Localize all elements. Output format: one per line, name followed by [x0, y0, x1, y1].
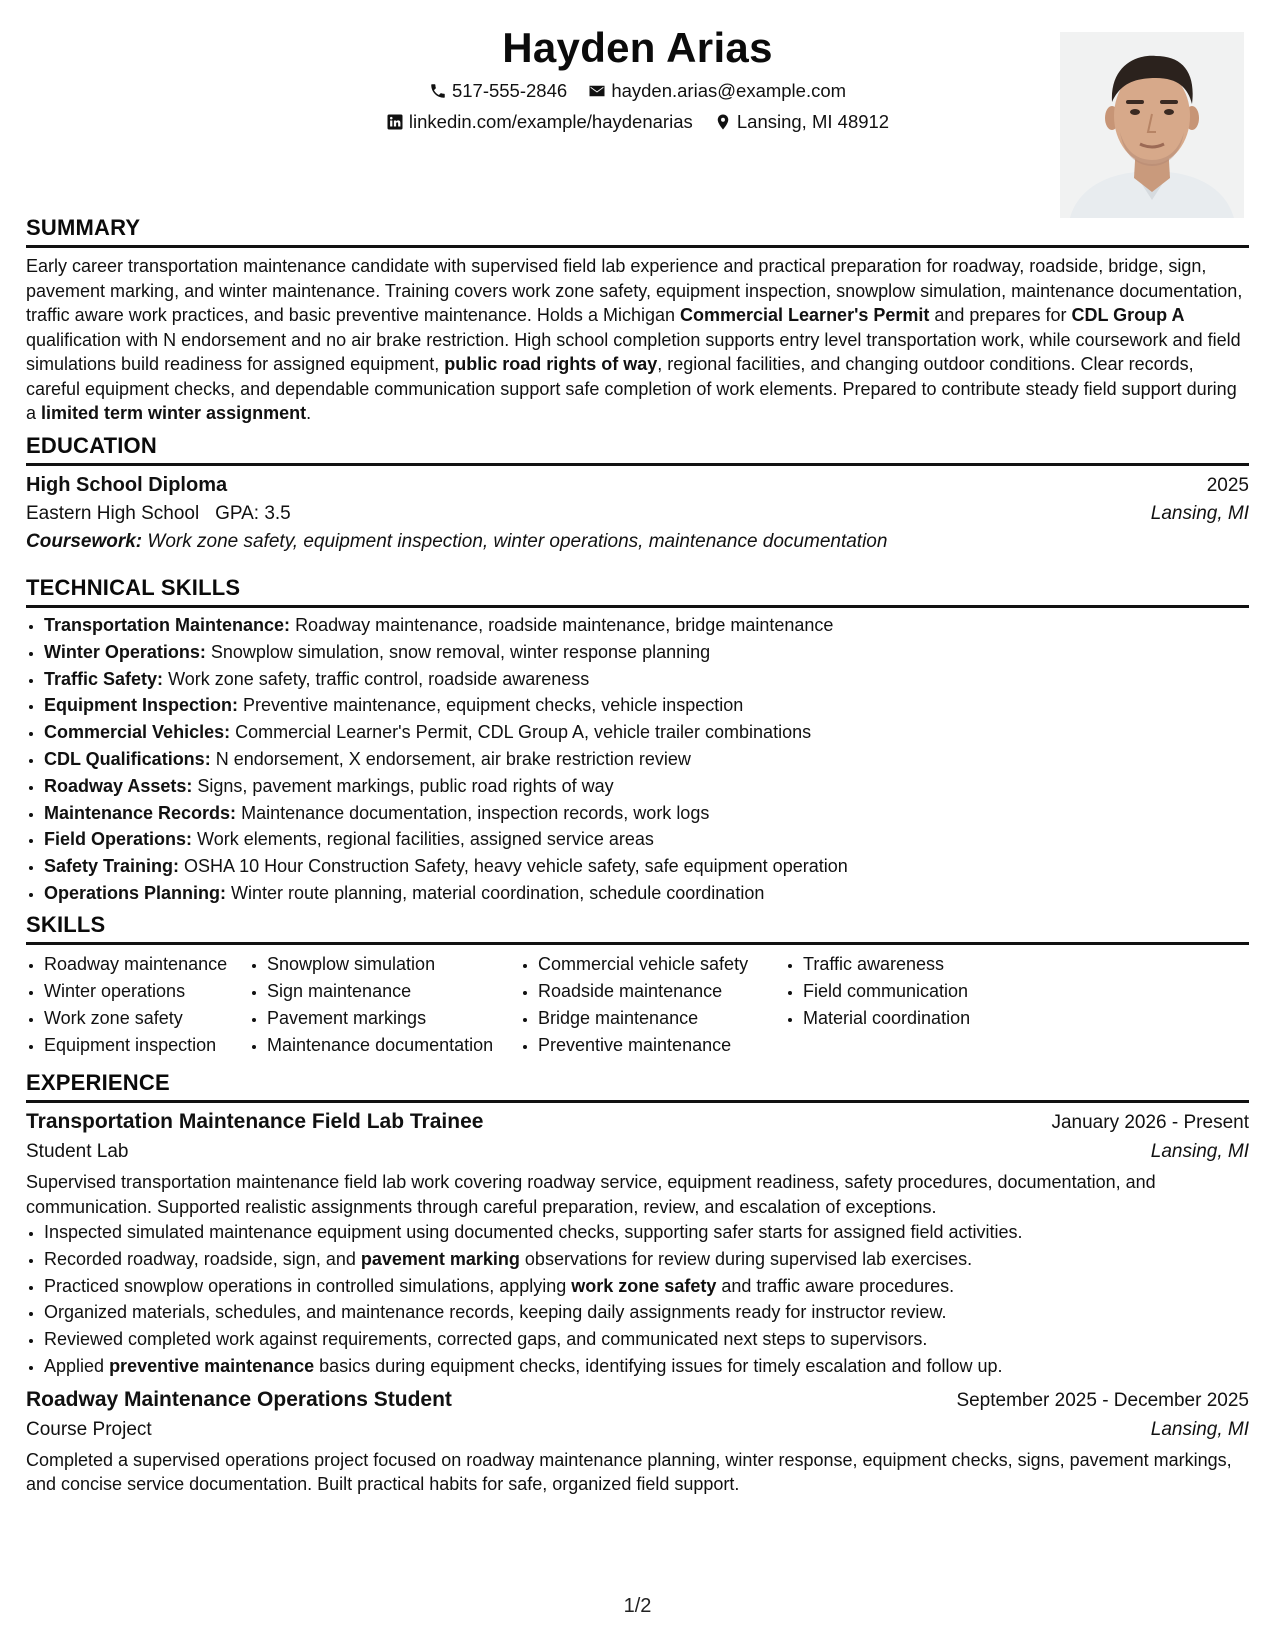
list-item: • Work zone safety — [44, 1005, 249, 1032]
technical-skills-list — [26, 612, 1249, 907]
list-item — [44, 1219, 1249, 1246]
phone-contact — [429, 80, 567, 102]
summary-bold-permit: Commercial Learner's Permit — [680, 305, 930, 325]
job-bullets — [26, 1219, 1249, 1380]
page-number: 1/2 — [623, 1595, 652, 1617]
list-item — [44, 800, 1249, 827]
skill-text: Preventive maintenance, equipment checks, vehicle inspection — [243, 695, 744, 716]
skill-label: Commercial Vehicles: — [44, 722, 231, 743]
skill-text: Work elements, regional facilities, assigned service areas — [197, 829, 654, 850]
education-heading: EDUCATION — [26, 433, 1249, 466]
list-item: • Winter operations — [44, 978, 249, 1005]
school-info — [26, 503, 291, 525]
experience-heading: EXPERIENCE — [26, 1070, 1249, 1103]
technical-skills-section — [26, 575, 1249, 907]
job-description: Supervised transportation maintenance field lab work covering roadway service, equipment readiness, safety procedures, documentation, and communication. Supported realistic assignments through careful preparation, review, and escalation of exceptions. — [26, 1172, 1156, 1217]
skill-label: Roadway Assets: — [44, 775, 193, 796]
list-item: • Snowplow simulation — [267, 951, 520, 978]
bullet-bold: pavement marking — [360, 1248, 520, 1269]
education-school-row — [26, 503, 1249, 525]
list-item — [44, 853, 1249, 880]
skills-column-2 — [249, 951, 520, 1059]
summary-text-part: Early career transportation maintenance candidate with supervised field lab experience and practical preparation for roadway, roadside, bridge, sign, pavement marking, and winter maintenance. Training covers work zone safety, equipment inspection, snowplow simulation, maintenance documentation, traffic aware work practices, and basic preventive maintenance. Holds a Michigan — [26, 256, 1243, 325]
list-item — [44, 719, 1249, 746]
technical-skills-heading: TECHNICAL SKILLS — [26, 575, 1249, 608]
list-item: • Material coordination — [803, 1005, 1063, 1032]
skill-text: Signs, pavement markings, public road rights of way — [197, 775, 614, 796]
summary-text-part: . — [306, 403, 312, 423]
summary-bold-rights: public road rights of way — [444, 354, 658, 374]
bullet-text: basics during equipment checks, identifying issues for timely escalation and follow up. — [314, 1355, 1003, 1376]
map-pin-icon — [714, 113, 732, 131]
skill-label: Traffic Safety: — [44, 668, 164, 689]
skill-text: Winter route planning, material coordination, schedule coordination — [231, 882, 765, 903]
skills-section — [26, 912, 1249, 1059]
job-dates: January 2026 - Present — [1051, 1112, 1249, 1133]
email-contact[interactable] — [588, 80, 846, 102]
summary-text-part: , regional facilities, and changing outdoor conditions. Clear records, careful equipment checks, and dependable communication support safe completion of work elements. Prepared to contribute steady field support during a — [26, 354, 1237, 423]
bullet-text: observations for review during supervised lab exercises. — [519, 1248, 973, 1269]
list-item: • Traffic awareness — [803, 951, 1063, 978]
coursework-line — [26, 531, 1249, 553]
list-item: • Pavement markings — [267, 1005, 520, 1032]
experience-section — [26, 1070, 1249, 1497]
summary-bold-cdl: CDL Group A — [1071, 305, 1185, 325]
skill-text: N endorsement, X endorsement, air brake restriction review — [215, 748, 691, 769]
linkedin-contact[interactable] — [386, 111, 693, 133]
location-text: Lansing, MI 48912 — [736, 111, 890, 132]
skills-column-1 — [26, 951, 249, 1059]
list-item: • Maintenance documentation — [267, 1032, 520, 1059]
education-degree-row — [26, 474, 1249, 497]
summary-heading: SUMMARY — [26, 215, 1249, 248]
coursework-label: Coursework: — [26, 531, 143, 552]
list-item — [44, 612, 1249, 639]
phone-number: 517-555-2846 — [451, 80, 568, 101]
job-title: Roadway Maintenance Operations Student — [26, 1387, 452, 1411]
location-contact — [714, 111, 889, 133]
degree-title: High School Diploma — [26, 474, 228, 496]
skill-label: Field Operations: — [44, 829, 193, 850]
skill-text: Snowplow simulation, snow removal, winter response planning — [210, 641, 711, 662]
list-item — [44, 1246, 1249, 1273]
skills-column-4 — [785, 951, 1063, 1059]
candidate-name: Hayden Arias — [502, 24, 773, 71]
linkedin-icon — [386, 113, 404, 131]
skill-label: Safety Training: — [44, 856, 180, 877]
bullet-text: Practiced snowplow operations in controlled simulations, applying — [44, 1275, 572, 1296]
list-item: • Sign maintenance — [267, 978, 520, 1005]
summary-text-part: and prepares for — [929, 305, 1072, 325]
list-item: • Roadside maintenance — [538, 978, 785, 1005]
list-item — [44, 773, 1249, 800]
linkedin-url[interactable]: linkedin.com/example/haydenarias — [408, 111, 693, 132]
bullet-text: and traffic aware procedures. — [716, 1275, 955, 1296]
skill-text: Work zone safety, traffic control, roadside awareness — [168, 668, 590, 689]
skill-text: OSHA 10 Hour Construction Safety, heavy vehicle safety, safe equipment operation — [184, 856, 848, 877]
list-item: • Field communication — [803, 978, 1063, 1005]
skills-heading: SKILLS — [26, 912, 1249, 945]
list-item — [44, 880, 1249, 907]
list-item — [44, 692, 1249, 719]
list-item: • Roadway maintenance — [44, 951, 249, 978]
summary-text — [26, 254, 1249, 426]
phone-icon — [429, 82, 447, 100]
school-name: Eastern High School — [26, 503, 200, 524]
bullet-bold: preventive maintenance — [109, 1355, 315, 1376]
bullet-text: Inspected simulated maintenance equipment using documented checks, supporting safer starts for assigned field activities. — [44, 1222, 1023, 1242]
bullet-text: Reviewed completed work against requirements, corrected gaps, and communicated next steps to supervisors. — [44, 1329, 928, 1350]
skills-grid — [26, 951, 1249, 1059]
skill-label: Operations Planning: — [44, 882, 227, 903]
education-section — [26, 433, 1249, 553]
list-item — [44, 1299, 1249, 1326]
list-item — [44, 1326, 1249, 1353]
profile-photo — [1060, 32, 1244, 218]
resume-page — [26, 22, 1249, 1495]
job-entry — [26, 1388, 1249, 1497]
list-item: • Equipment inspection — [44, 1032, 249, 1059]
list-item — [44, 1273, 1249, 1300]
summary-section — [26, 215, 1249, 426]
bullet-bold: work zone safety — [571, 1275, 717, 1296]
job-org: Student Lab — [26, 1141, 129, 1162]
skill-text: Maintenance documentation, inspection records, work logs — [241, 802, 710, 823]
school-location: Lansing, MI — [1150, 503, 1249, 524]
gpa: GPA: 3.5 — [215, 503, 291, 524]
summary-text-part: qualification with N endorsement and no air brake restriction. High school completion supports entry level transportation work, while coursework and field simulations build readiness for assigned equipment, — [26, 329, 1241, 374]
job-org: Course Project — [26, 1418, 152, 1440]
list-item — [44, 746, 1249, 773]
job-description: Completed a supervised operations project focused on roadway maintenance planning, winter response, equipment checks, signs, pavement markings, and concise service documentation. Built practical habits for safe, organized field support. — [26, 1449, 1232, 1495]
list-item: • Commercial vehicle safety — [538, 951, 785, 978]
list-item — [44, 1353, 1249, 1380]
skill-label: Transportation Maintenance: — [44, 615, 291, 635]
skill-text: Roadway maintenance, roadside maintenance, bridge maintenance — [295, 615, 834, 635]
skill-label: CDL Qualifications: — [44, 748, 211, 769]
list-item: • Bridge maintenance — [538, 1005, 785, 1032]
skills-column-3 — [520, 951, 785, 1059]
job-location: Lansing, MI — [1150, 1141, 1249, 1162]
job-title-row — [26, 1388, 1249, 1412]
list-item — [44, 666, 1249, 693]
skill-text: Commercial Learner's Permit, CDL Group A, vehicle trailer combinations — [235, 722, 812, 743]
skill-label: Equipment Inspection: — [44, 695, 239, 716]
coursework-text: Work zone safety, equipment inspection, winter operations, maintenance documentation — [147, 531, 888, 552]
skill-label: Maintenance Records: — [44, 802, 237, 823]
email-address[interactable]: hayden.arias@example.com — [611, 80, 847, 101]
list-item — [44, 826, 1249, 853]
job-location: Lansing, MI — [1150, 1418, 1249, 1440]
list-item: • Preventive maintenance — [538, 1032, 785, 1059]
list-item — [44, 639, 1249, 666]
job-title: Transportation Maintenance Field Lab Trainee — [26, 1110, 484, 1133]
job-org-row — [26, 1141, 1249, 1163]
bullet-text: Recorded roadway, roadside, sign, and — [44, 1248, 361, 1269]
job-org-row — [26, 1419, 1249, 1441]
bullet-text: Applied — [44, 1355, 110, 1376]
skill-label: Winter Operations: — [44, 641, 206, 662]
summary-bold-assignment: limited term winter assignment — [41, 403, 307, 423]
job-entry — [26, 1110, 1249, 1380]
bullet-text: Organized materials, schedules, and maintenance records, keeping daily assignments ready for instructor review. — [44, 1302, 947, 1323]
job-title-row — [26, 1110, 1249, 1134]
degree-year: 2025 — [1206, 475, 1249, 496]
job-dates: September 2025 - December 2025 — [956, 1389, 1249, 1411]
envelope-icon — [588, 82, 606, 100]
resume-header — [26, 22, 1249, 218]
